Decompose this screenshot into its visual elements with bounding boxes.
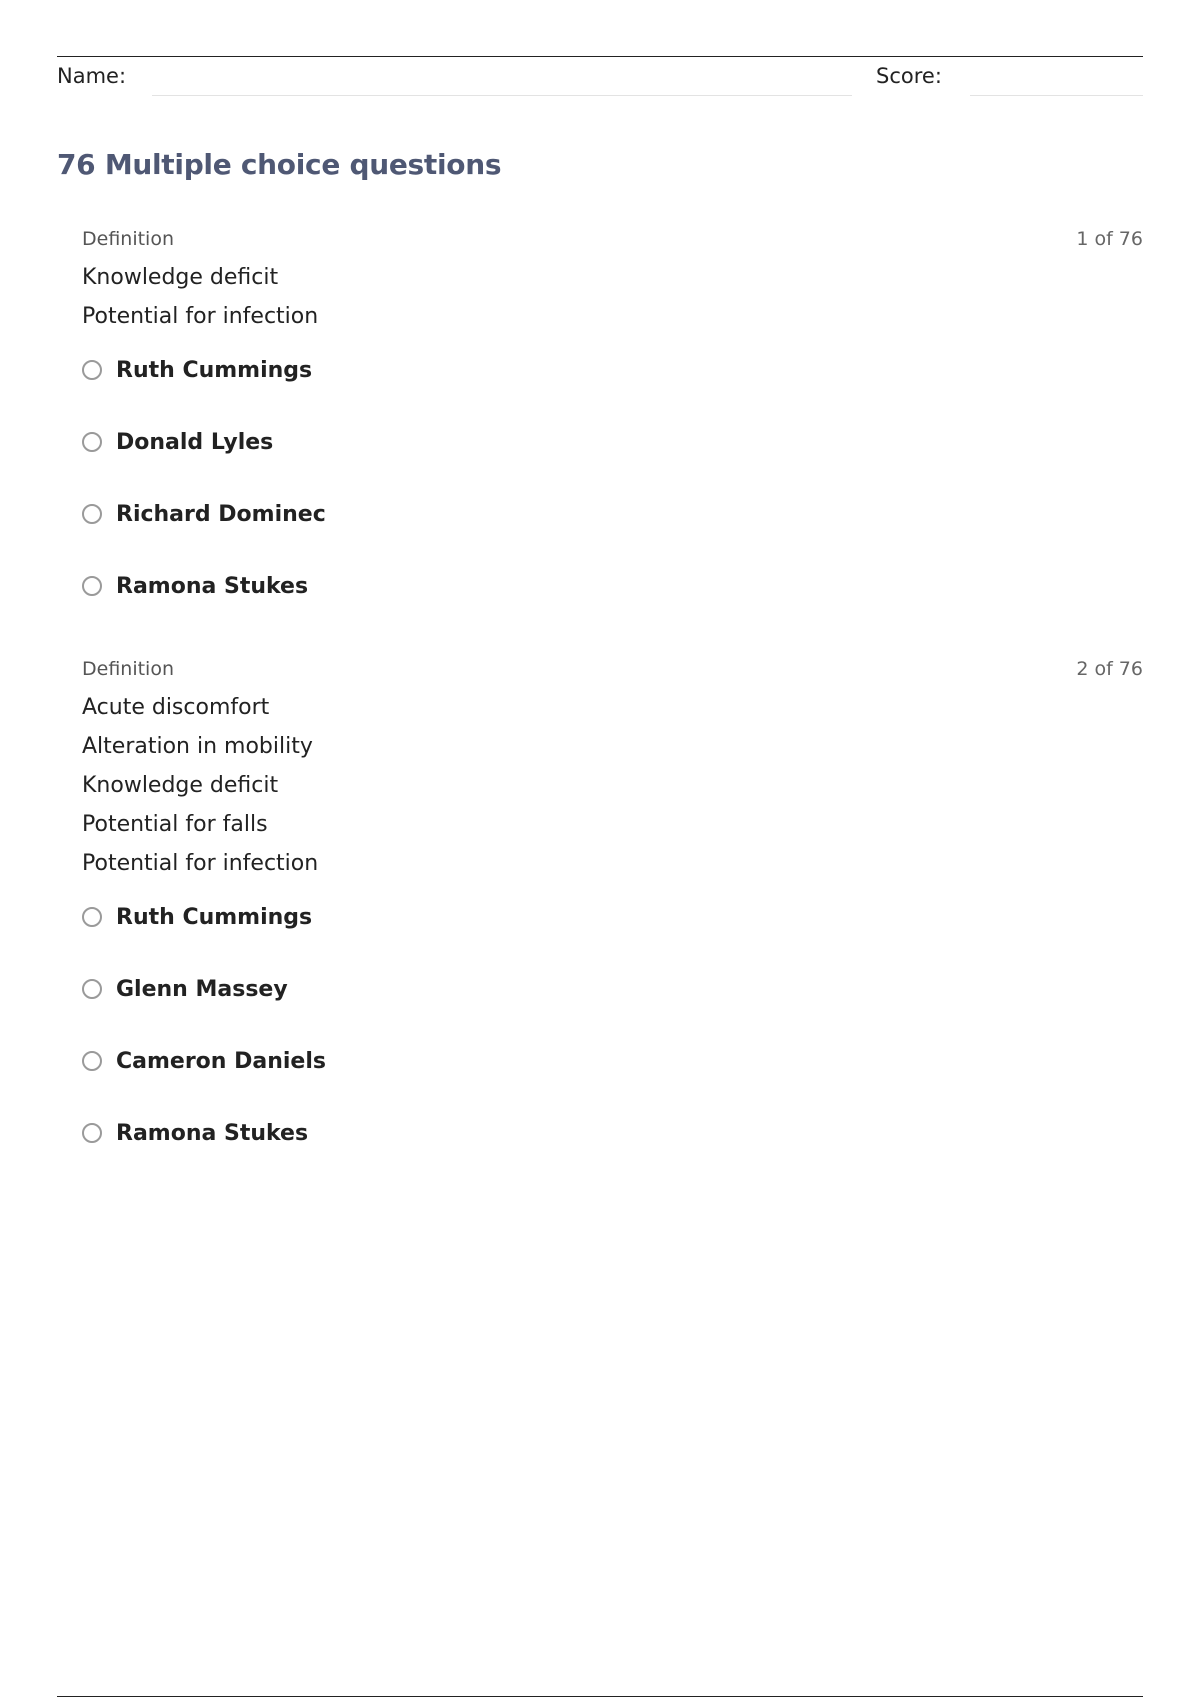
answer-option[interactable] <box>82 905 1143 929</box>
name-label: Name: <box>57 64 127 88</box>
question-counter: 1 of 76 <box>1076 228 1143 250</box>
radio-button[interactable] <box>82 907 102 927</box>
answer-option-label: Cameron Daniels <box>116 1048 326 1074</box>
answer-option[interactable] <box>82 1049 1143 1073</box>
definition-term: Potential for falls <box>82 812 268 837</box>
question-meta <box>82 228 1143 254</box>
definition-term: Knowledge deficit <box>82 773 279 798</box>
answer-option[interactable] <box>82 502 1143 526</box>
definition-terms <box>82 697 1143 875</box>
answer-option-label: Ramona Stukes <box>116 573 309 599</box>
answer-option[interactable] <box>82 1121 1143 1145</box>
definition-term: Acute discomfort <box>82 695 270 720</box>
answer-options <box>82 358 1143 598</box>
radio-button[interactable] <box>82 1123 102 1143</box>
radio-button[interactable] <box>82 576 102 596</box>
question-counter: 2 of 76 <box>1076 658 1143 680</box>
question-2 <box>82 658 1143 1193</box>
answer-option-label: Donald Lyles <box>116 429 274 455</box>
radio-button[interactable] <box>82 504 102 524</box>
score-input-line[interactable] <box>970 95 1143 96</box>
definition-term: Knowledge deficit <box>82 265 279 290</box>
definition-term: Alteration in mobility <box>82 734 313 759</box>
top-rule <box>57 56 1143 57</box>
score-label: Score: <box>876 64 942 88</box>
answer-option-label: Ruth Cummings <box>116 357 313 383</box>
question-meta <box>82 658 1143 684</box>
radio-button[interactable] <box>82 360 102 380</box>
answer-option-label: Glenn Massey <box>116 976 288 1002</box>
definition-terms <box>82 267 1143 328</box>
definition-term: Potential for infection <box>82 304 319 329</box>
answer-option-label: Ruth Cummings <box>116 904 313 930</box>
answer-option[interactable] <box>82 574 1143 598</box>
question-type: Definition <box>82 228 175 250</box>
name-input-line[interactable] <box>152 95 852 96</box>
page-title: 76 Multiple choice questions <box>57 148 502 181</box>
definition-term: Potential for infection <box>82 851 319 876</box>
radio-button[interactable] <box>82 1051 102 1071</box>
question-1 <box>82 228 1143 646</box>
answer-option-label: Richard Dominec <box>116 501 326 527</box>
radio-button[interactable] <box>82 432 102 452</box>
radio-button[interactable] <box>82 979 102 999</box>
answer-option-label: Ramona Stukes <box>116 1120 309 1146</box>
bottom-rule <box>57 1696 1143 1697</box>
question-type: Definition <box>82 658 175 680</box>
answer-option[interactable] <box>82 977 1143 1001</box>
answer-options <box>82 905 1143 1145</box>
answer-option[interactable] <box>82 430 1143 454</box>
answer-option[interactable] <box>82 358 1143 382</box>
